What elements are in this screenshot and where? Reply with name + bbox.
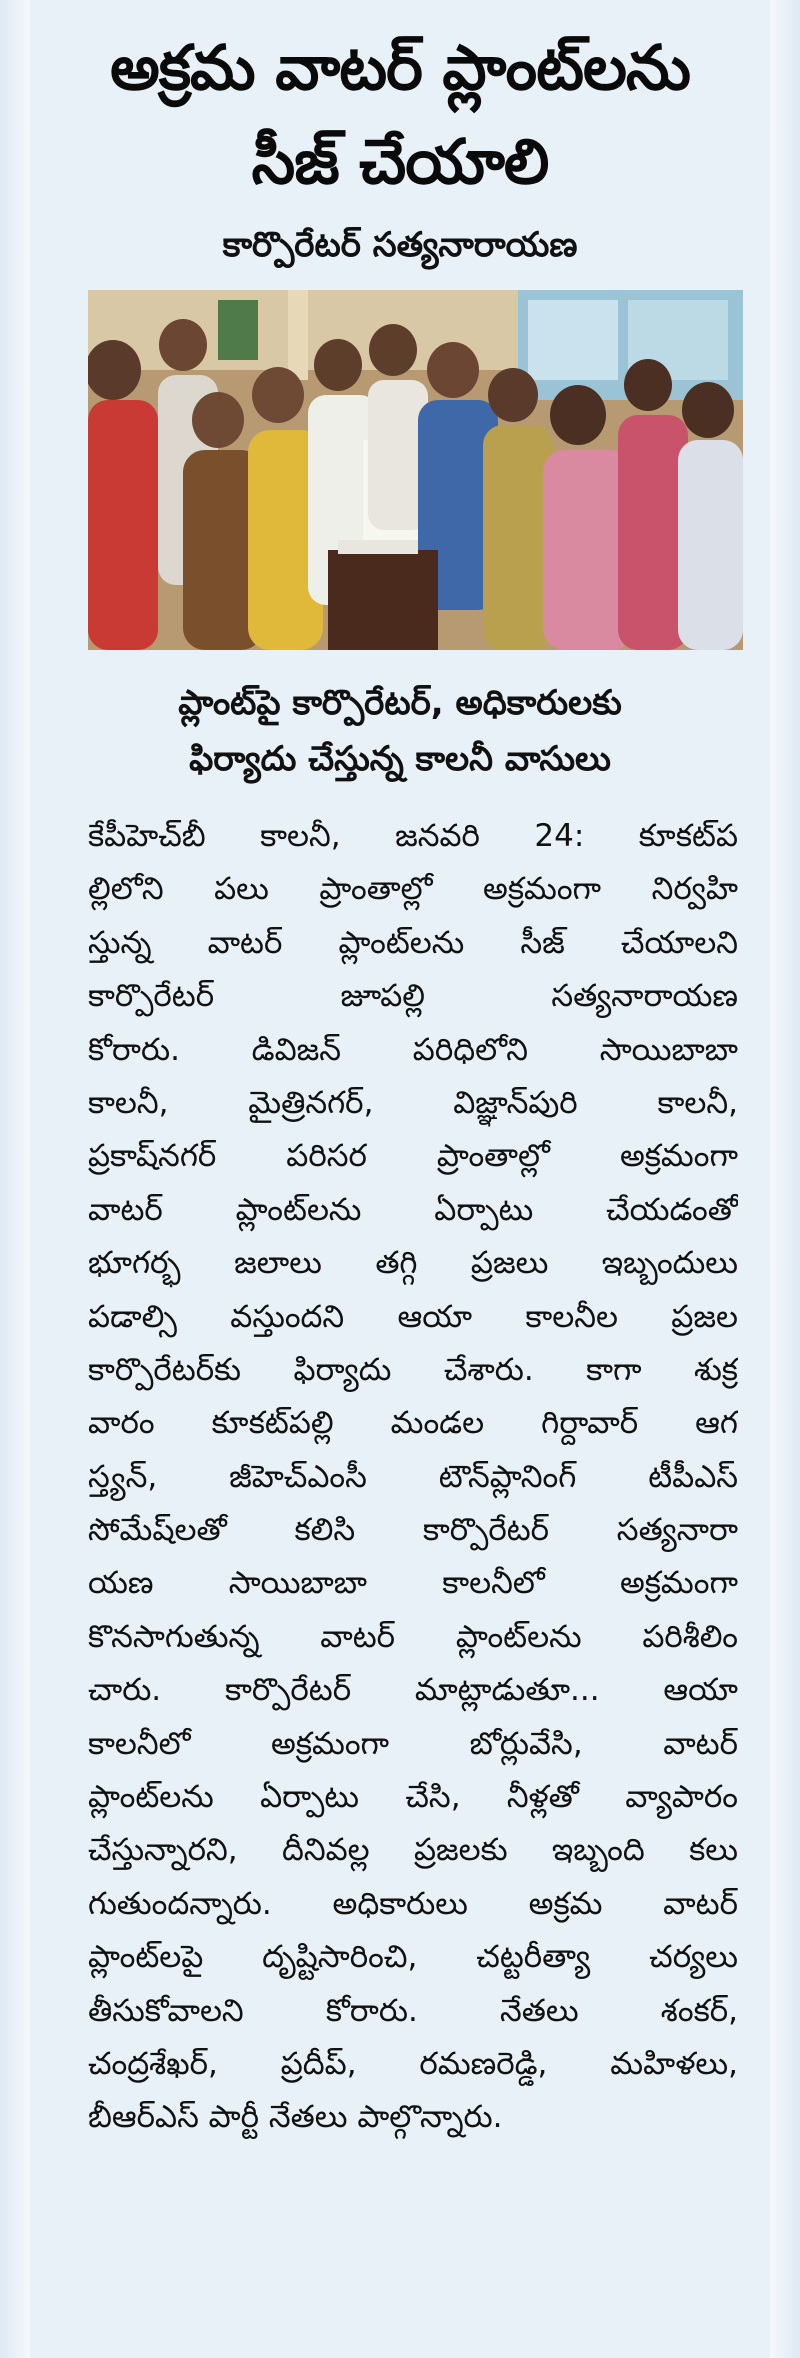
news-photo-people-with-complaint-icon [88,290,743,650]
article-line: ప్రకాష్‌నగర్ పరిసర ప్రాంతాల్లో అక్రమంగా [88,1138,738,1175]
article-line: స్త్యన్, జీహెచ్ఎంసీ టౌన్‌ప్లానింగ్ టీపీఎస్ [88,1458,738,1495]
article-line: ల్లిలోని పలు ప్రాంతాల్లో అక్రమంగా నిర్వహి [88,871,738,908]
article-line: పడాల్సి వస్తుందని ఆయా కాలనీల ప్రజల [88,1298,738,1335]
article-body [88,810,738,2145]
article-line: చేస్తున్నారని, దీనివల్ల ప్రజలకు ఇబ్బంది కలు [88,1832,738,1869]
article-line: కేపీహెచ్‌బీ కాలనీ, జనవరి 24: కూకట్‌ప [88,818,738,854]
article-line: కార్పొరేటర్‌కు ఫిర్యాదు చేశారు. కాగా శుక్ర [88,1351,738,1388]
photo-caption-line-1: ప్లాంట్‌పై కార్పొరేటర్, అధికారులకు [178,683,622,723]
headline-line-2: సీజ్ చేయాలి [251,125,549,198]
article-line: సోమేష్‌లతో కలిసి కార్పొరేటర్ సత్యనారా [88,1512,738,1549]
clipping-left-edge [0,0,30,2358]
article-line: స్తున్న వాటర్ ప్లాంట్‌లను సీజ్ చేయాలని [88,924,738,961]
article-line: వాటర్ ప్లాంట్‌లను ఏర్పాటు చేయడంతో [88,1191,738,1228]
subheadline: కార్పొరేటర్ సత్యనారాయణ [222,225,578,265]
article-line: బీఆర్ఎస్ పార్టీ నేతలు పాల్గొన్నారు. [88,2099,503,2136]
article-line: కొనసాగుతున్న వాటర్ ప్లాంట్‌లను పరిశీలిం [88,1618,738,1655]
article-line: యణ సాయిబాబా కాలనీలో అక్రమంగా [88,1565,738,1602]
article-line: కాలనీలో అక్రమంగా బోర్లువేసి, వాటర్ [88,1725,738,1762]
article-line: గుతుందన్నారు. అధికారులు అక్రమ వాటర్ [88,1885,738,1922]
clipping-right-edge [770,0,800,2358]
article-line: కోరారు. డివిజన్ పరిధిలోని సాయిబాబా [88,1031,738,1068]
article-line: చంద్రశేఖర్, ప్రదీప్, రమణరెడ్డి, మహిళలు, [88,2045,738,2082]
article-line: ప్లాంట్‌లను ఏర్పాటు చేసి, నీళ్లతో వ్యాపారం [88,1779,738,1816]
article-line: తీసుకోవాలని కోరారు. నేతలు శంకర్, [88,1992,738,2029]
headline-line-1: అక్రమ వాటర్ ప్లాంట్‌లను [110,31,690,104]
photo-caption-line-2: ఫిర్యాదు చేస్తున్న కాలనీ వాసులు [189,739,611,779]
article-line: కాలనీ, మైత్రినగర్, విజ్ఞాన్‌పురి కాలనీ, [88,1084,738,1121]
news-photo [88,290,743,650]
article-line: వారం కూకట్‌పల్లి మండల గిర్దావార్ ఆగ [88,1405,738,1442]
article-line: చారు. కార్పొరేటర్ మాట్లాడుతూ... ఆయా [88,1672,738,1709]
article-line: భూగర్భ జలాలు తగ్గి ప్రజలు ఇబ్బందులు [88,1245,738,1282]
article-line: ప్లాంట్‌లపై దృష్టిసారించి, చట్టరీత్యా చర్యలు [88,1939,738,1976]
article-line: కార్పొరేటర్ జూపల్లి సత్యనారాయణ [88,978,738,1015]
